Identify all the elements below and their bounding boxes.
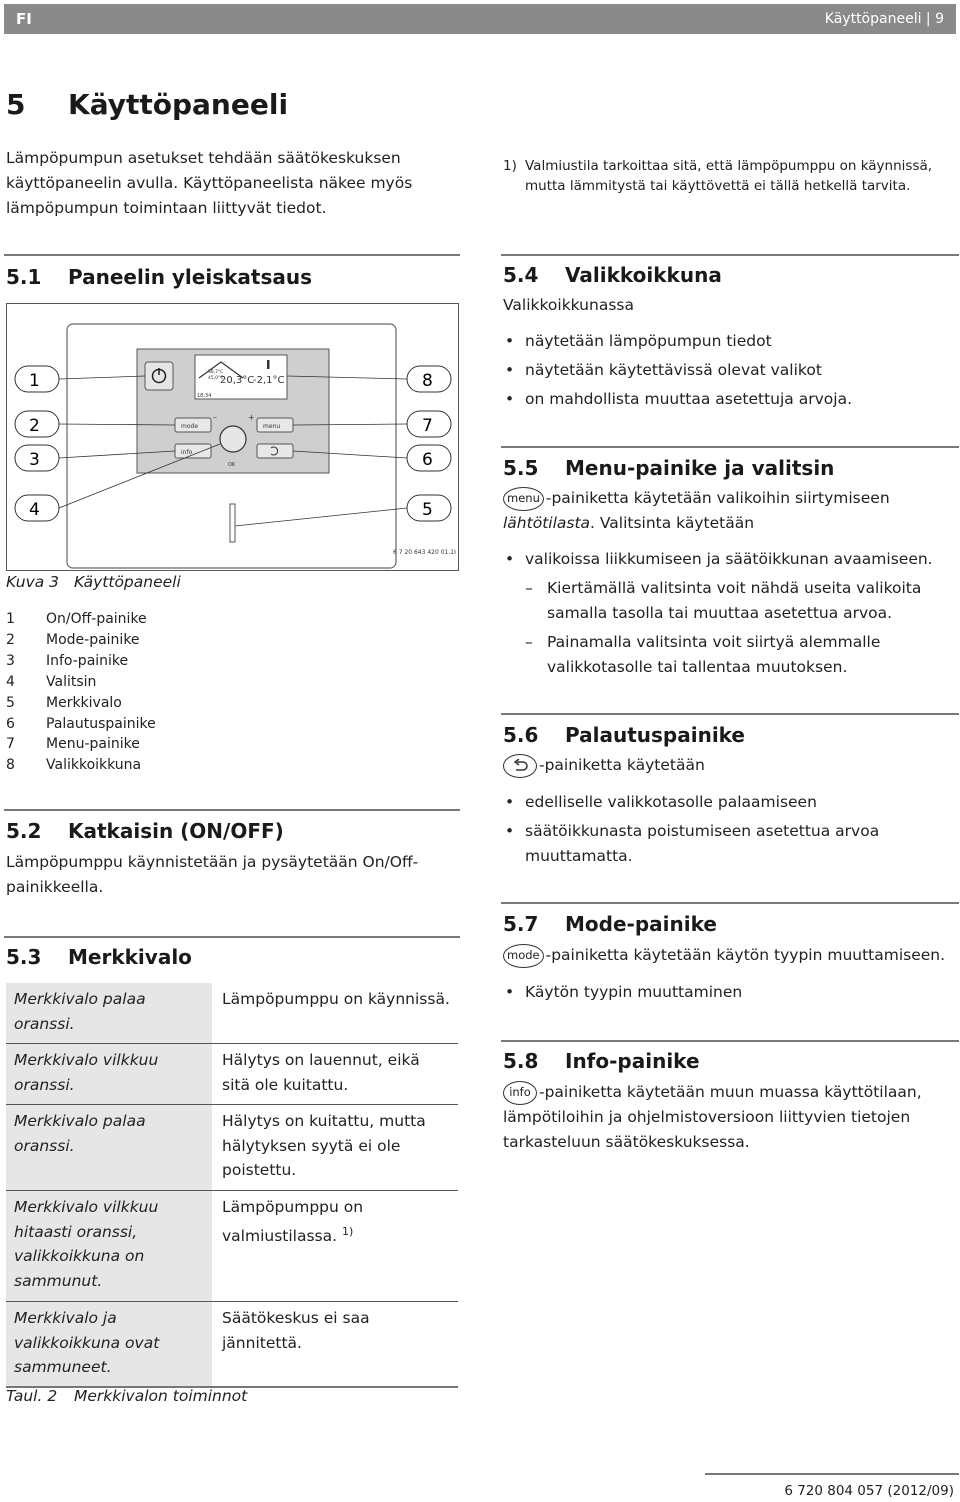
indicator-table	[6, 983, 458, 1388]
control-panel-drawing	[7, 304, 458, 570]
page-header	[4, 4, 956, 34]
table-caption: Taul. 2 Merkkivalon toiminnot	[6, 1387, 248, 1405]
section-5-7-text: mode -painiketta käytetään käytön tyypin muuttamiseen.	[503, 943, 959, 968]
list-item: • Käytön tyypin muuttaminen	[503, 980, 953, 1005]
section-rule	[4, 254, 460, 256]
section-rule	[4, 809, 460, 811]
callout-7: 7	[422, 416, 433, 436]
section-5-5-list	[503, 547, 953, 576]
selector-knob	[220, 426, 246, 452]
footnote-text: Valmiustila tarkoittaa sitä, että lämpöpumppu on käynnissä, mutta lämmitystä tai käyttövettä ei tällä hetkellä tarvita.	[525, 158, 933, 194]
back-button	[257, 444, 293, 458]
figure-caption-label: Kuva 3	[6, 573, 60, 591]
figure-caption-text: Käyttöpaneeli	[74, 573, 181, 591]
display-time: 18:34	[197, 393, 212, 399]
figure-code: 6 7 20 643 420 01.1I	[393, 549, 456, 556]
section-5-7-list	[503, 980, 953, 1009]
figure-legend	[6, 609, 156, 776]
table-cell-state: Merkkivalo vilkkuu hitaasti oranssi, valikkoikkuna on sammunut.	[6, 1191, 212, 1301]
section-5-5-title: 5.5 Menu-painike ja valitsin	[503, 456, 835, 480]
section-title-text: Paneelin yleiskatsaus	[68, 265, 313, 289]
callout-2: 2	[29, 416, 40, 436]
table-row	[6, 1043, 458, 1104]
menu-button-icon: menu	[503, 487, 544, 511]
callout-4: 4	[29, 500, 40, 520]
legend-item: 2 Mode-painike	[6, 631, 140, 648]
display-small-temp-1: 38,7°C	[208, 370, 224, 375]
info-button-label: info	[181, 449, 193, 456]
callout-8: 8	[422, 371, 433, 391]
legend-item: 7 Menu-painike	[6, 736, 140, 753]
table-row	[6, 983, 458, 1043]
chapter-title-text: Käyttöpaneeli	[68, 88, 289, 121]
list-item: • näytetään käytettävissä olevat valikot	[503, 358, 953, 383]
list-item: – Kiertämällä valitsinta voit nähdä useita valikoita samalla tasolla tai muuttaa asetettua arvoa.	[525, 576, 943, 626]
header-title: Käyttöpaneeli | 9	[824, 11, 944, 27]
legend-item: 5 Merkkivalo	[6, 694, 122, 711]
footnote-reference: 1)	[341, 1224, 354, 1238]
display-outdoor-temp: -2,1°C	[253, 375, 285, 386]
list-item: • näytetään lämpöpumpun tiedot	[503, 329, 953, 354]
section-5-4-intro: Valikkoikkunassa	[503, 296, 634, 314]
callout-6: 6	[422, 450, 433, 470]
callout-5: 5	[422, 500, 433, 520]
chapter-number: 5	[6, 88, 26, 121]
section-rule	[501, 713, 959, 715]
section-rule	[4, 936, 460, 938]
section-rule	[501, 1040, 959, 1042]
table-cell-meaning: Hälytys on lauennut, eikä sitä ole kuitattu.	[222, 1051, 420, 1094]
table-cell-meaning: Lämpöpumppu on käynnissä.	[222, 990, 450, 1008]
list-item: • on mahdollista muuttaa asetettuja arvoja.	[503, 387, 953, 412]
callout-3: 3	[29, 450, 40, 470]
section-5-1-title	[6, 265, 312, 289]
table-row	[6, 1301, 458, 1386]
list-item: • valikoissa liikkumiseen ja säätöikkunan avaamiseen.	[503, 547, 953, 572]
indicator-light	[230, 504, 235, 542]
control-panel-figure	[6, 303, 459, 571]
section-5-2-title: 5.2 Katkaisin (ON/OFF)	[6, 819, 284, 843]
chapter-title	[6, 88, 288, 121]
section-number: 5.1	[6, 265, 42, 289]
back-arrow-icon	[503, 754, 537, 778]
table-cell-meaning: Hälytys on kuitattu, mutta hälytyksen syytä ei ole poistettu.	[222, 1112, 426, 1179]
list-item: – Painamalla valitsinta voit siirtyä alemmalle valikkotasolle tai tallentaa muutoksen.	[525, 630, 943, 680]
legend-item: 3 Info-painike	[6, 652, 129, 669]
info-button-icon: info	[503, 1081, 537, 1105]
legend-item: 1 On/Off-painike	[6, 611, 147, 627]
thermometer-icon	[267, 360, 270, 369]
section-5-8-title: 5.8 Info-painike	[503, 1049, 700, 1073]
section-5-5-text: menu -painiketta käytetään valikoihin siirtymiseen lähtötilasta. Valitsinta käytetään	[503, 486, 953, 536]
mode-button-label: mode	[181, 423, 199, 430]
section-5-6-text: -painiketta käytetään	[503, 753, 953, 778]
table-cell-meaning: Säätökeskus ei saa jännitettä.	[222, 1309, 370, 1352]
on-off-button	[145, 362, 173, 390]
mode-button-icon: mode	[503, 944, 544, 968]
list-item: • edelliselle valikkotasolle palaamiseen	[503, 790, 923, 815]
section-5-3-title: 5.3 Merkkivalo	[6, 945, 192, 969]
table-cell-state: Merkkivalo palaa oranssi.	[6, 983, 212, 1043]
document-number: 6 720 804 057 (2012/09)	[784, 1483, 954, 1499]
menu-button-label: menu	[263, 423, 281, 430]
knob-plus-label: +	[248, 413, 255, 422]
language-code: FI	[16, 10, 32, 28]
section-5-2-text: Lämpöpumppu käynnistetään ja pysäytetään On/Off-painikkeella.	[6, 853, 419, 896]
table-row	[6, 1104, 458, 1190]
section-5-6-list	[503, 790, 923, 873]
legend-item: 6 Palautuspainike	[6, 715, 156, 732]
section-5-4-title: 5.4 Valikkoikkuna	[503, 263, 722, 287]
section-5-8-text: info -painiketta käytetään muun muassa käyttötilaan, lämpötiloihin ja ohjelmistoversioon liittyvien tietojen tarkasteluun säätökeskuksessa.	[503, 1080, 953, 1155]
display-indoor-temp: 20,3°C	[220, 375, 255, 386]
section-rule	[501, 446, 959, 448]
table-cell-state: Merkkivalo ja valikkoikkuna ovat sammuneet.	[6, 1302, 212, 1386]
section-5-4-list	[503, 329, 953, 416]
list-item: • säätöikkunasta poistumiseen asetettua arvoa muuttamatta.	[503, 819, 923, 869]
intro-paragraph: Lämpöpumpun asetukset tehdään säätökeskuksen käyttöpaneelin avulla. Käyttöpaneelista näkee myös lämpöpumpun toimintaan liittyvät tiedot.	[6, 149, 413, 217]
section-5-6-title: 5.6 Palautuspainike	[503, 723, 745, 747]
footnote	[503, 157, 943, 196]
section-5-5-sublist	[503, 576, 943, 684]
callout-1: 1	[29, 371, 40, 391]
table-cell-meaning: Lämpöpumppu on valmiustilassa. $^{1)}$	[222, 1198, 364, 1245]
legend-item: 4 Valitsin	[6, 673, 97, 690]
display-small-temp-2: 45,0°C	[208, 376, 224, 381]
figure-caption	[6, 573, 181, 591]
footer-rule	[705, 1473, 959, 1475]
section-rule	[501, 254, 959, 256]
table-cell-state: Merkkivalo vilkkuu oranssi.	[6, 1044, 212, 1104]
table-row	[6, 1190, 458, 1301]
knob-ok-label: OK	[228, 462, 236, 468]
section-5-7-title: 5.7 Mode-painike	[503, 912, 717, 936]
legend-item: 8 Valikkoikkuna	[6, 757, 142, 774]
table-cell-state: Merkkivalo palaa oranssi.	[6, 1105, 212, 1190]
footnote-mark: 1)	[503, 158, 517, 174]
knob-minus-label: –	[213, 413, 217, 422]
section-rule	[501, 902, 959, 904]
